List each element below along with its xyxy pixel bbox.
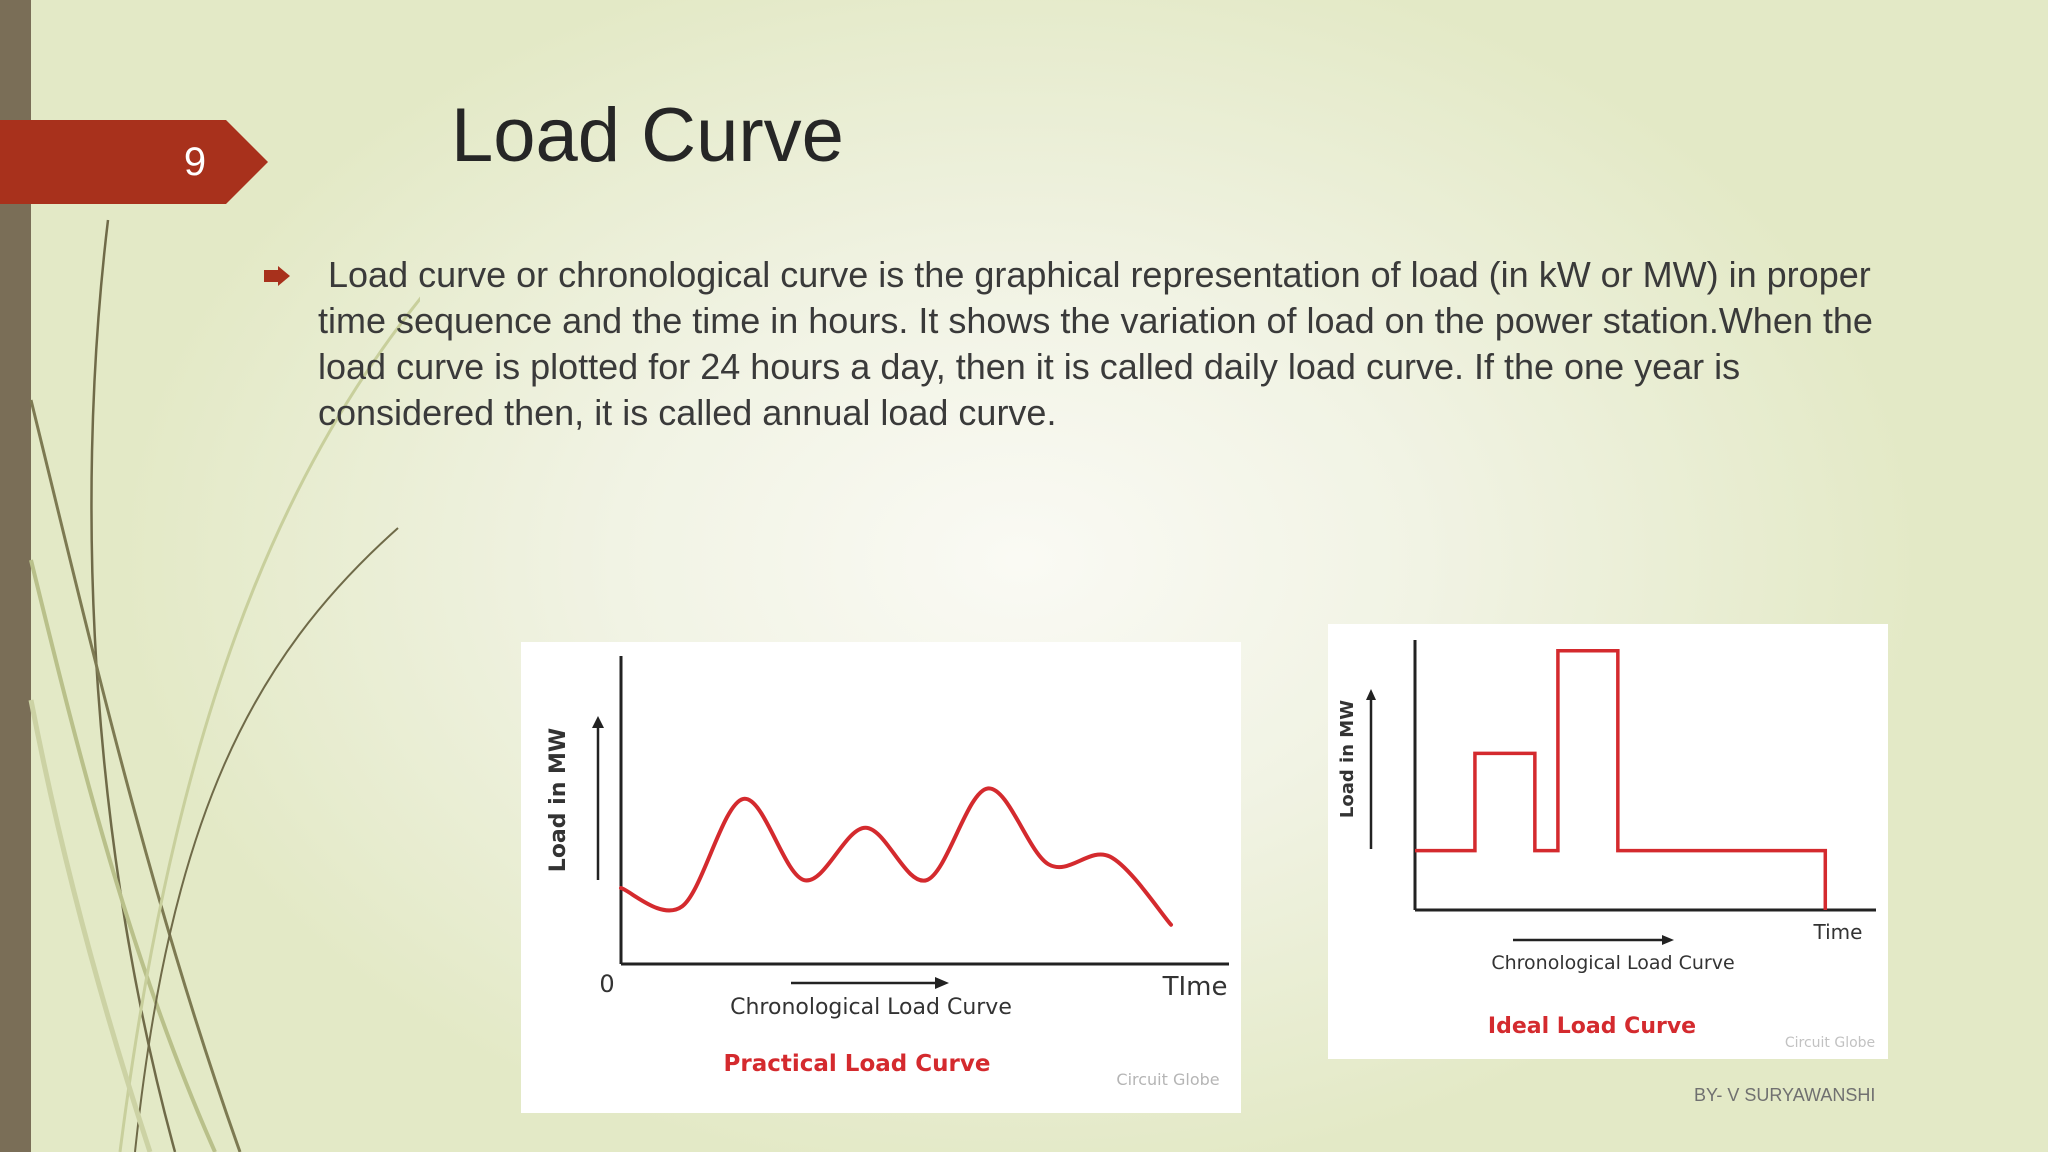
y-arrowhead xyxy=(1366,689,1376,700)
x-arrowhead xyxy=(1662,935,1674,945)
slide-title: Load Curve xyxy=(451,93,844,178)
author-credit: BY- V SURYAWANSHI xyxy=(1694,1085,1876,1105)
origin-label: 0 xyxy=(599,970,615,998)
bullet-paragraph: Load curve or chronological curve is the graphical representation of load (in kW or MW) in proper time sequence and the time in hours. It shows the variation of load on the power station.When the load curve is plotted for 24 hours a day, then it is called daily load curve. If the one year is considered then, it is called annual load curve. xyxy=(318,254,1873,433)
y-arrowhead xyxy=(592,716,604,728)
practical-load-curve-chart xyxy=(521,642,1241,1113)
watermark: Circuit Globe xyxy=(1116,1070,1220,1089)
x-arrowhead xyxy=(935,977,949,989)
watermark: Circuit Globe xyxy=(1784,1035,1876,1051)
x-end-label: TIme xyxy=(1162,972,1228,1002)
chart-caption: Practical Load Curve xyxy=(723,1051,991,1077)
x-end-label: Time xyxy=(1813,920,1863,944)
chart-axes xyxy=(1366,640,1876,945)
chart-caption: Ideal Load Curve xyxy=(1487,1014,1697,1039)
y-axis-label: Load in MW xyxy=(546,727,571,873)
arrow-bullet-icon xyxy=(264,266,290,286)
ideal-load-curve-chart xyxy=(1328,624,1888,1059)
series-line xyxy=(621,788,1171,924)
slide-number-tab xyxy=(0,120,268,204)
series-line xyxy=(1415,651,1825,910)
chart-axes xyxy=(592,656,1229,989)
x-axis-label: Chronological Load Curve xyxy=(730,995,1012,1020)
x-axis-label: Chronological Load Curve xyxy=(1491,952,1735,974)
slide-number: 9 xyxy=(183,140,207,184)
y-axis-label: Load in MW xyxy=(1337,699,1358,819)
